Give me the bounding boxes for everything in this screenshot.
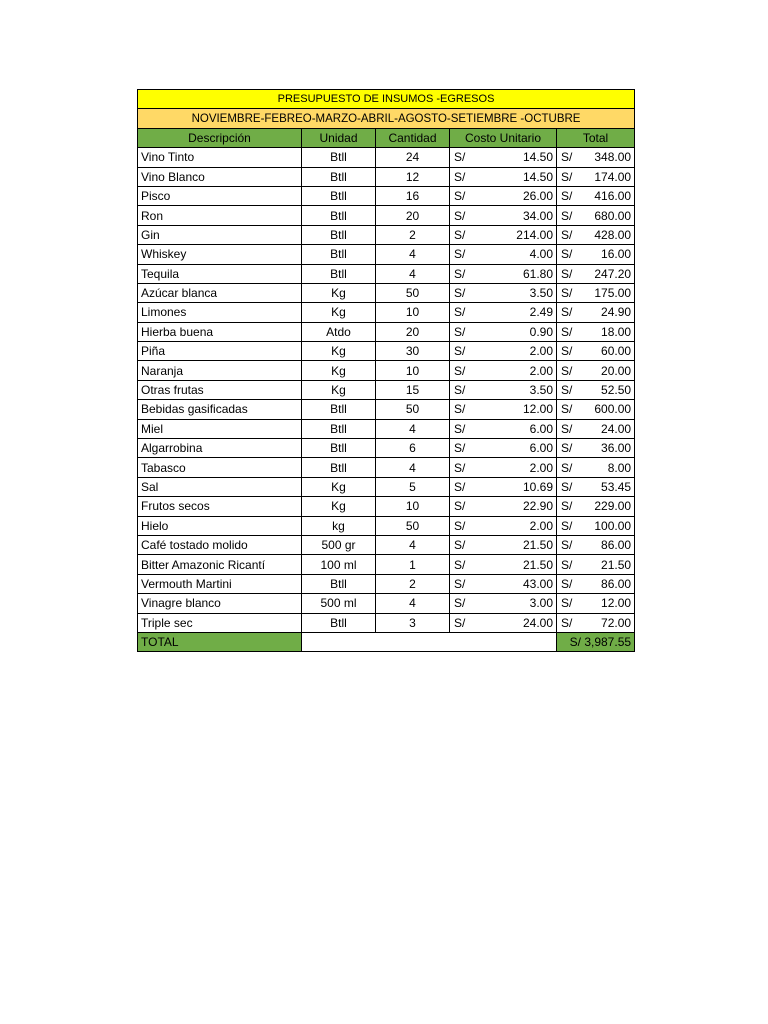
budget-table — [137, 89, 635, 652]
table-row — [138, 497, 635, 516]
total-value: 86.00 — [601, 576, 632, 591]
cell-description: Algarrobina — [138, 439, 302, 458]
table-row — [138, 477, 635, 496]
cell-unit: Kg — [302, 361, 376, 380]
table-row — [138, 283, 635, 302]
cell-total — [557, 148, 635, 167]
table-row — [138, 535, 635, 554]
total-value: 24.90 — [601, 305, 632, 320]
cell-unit: Kg — [302, 380, 376, 399]
cell-total — [557, 613, 635, 632]
currency-symbol: S/ — [561, 576, 573, 591]
cell-quantity: 16 — [376, 186, 450, 205]
cell-total — [557, 535, 635, 554]
cell-unit: Btll — [302, 148, 376, 167]
total-value: 175.00 — [594, 286, 632, 301]
table-row — [138, 419, 635, 438]
cell-quantity: 2 — [376, 574, 450, 593]
cell-description: Frutos secos — [138, 497, 302, 516]
unit-cost-value: 43.00 — [522, 576, 553, 591]
cell-total — [557, 342, 635, 361]
cell-description: Limones — [138, 303, 302, 322]
currency-symbol: S/ — [454, 441, 466, 456]
cell-total — [557, 477, 635, 496]
cell-quantity: 4 — [376, 264, 450, 283]
cell-unit-cost — [450, 380, 557, 399]
table-row — [138, 322, 635, 341]
currency-symbol: S/ — [454, 208, 466, 223]
cell-total — [557, 380, 635, 399]
cell-quantity: 24 — [376, 148, 450, 167]
currency-symbol: S/ — [561, 421, 573, 436]
table-row — [138, 613, 635, 632]
cell-unit-cost — [450, 322, 557, 341]
unit-cost-value: 2.00 — [529, 460, 553, 475]
cell-unit-cost — [450, 148, 557, 167]
currency-symbol: S/ — [454, 324, 466, 339]
cell-unit: Btll — [302, 574, 376, 593]
cell-unit-cost — [450, 555, 557, 574]
total-value: 416.00 — [594, 189, 632, 204]
cell-unit-cost — [450, 225, 557, 244]
currency-symbol: S/ — [561, 227, 573, 242]
currency-symbol: S/ — [454, 344, 466, 359]
cell-total — [557, 419, 635, 438]
cell-unit: Btll — [302, 245, 376, 264]
cell-description: Vino Tinto — [138, 148, 302, 167]
cell-total — [557, 225, 635, 244]
cell-total — [557, 439, 635, 458]
cell-unit-cost — [450, 303, 557, 322]
cell-description: Tabasco — [138, 458, 302, 477]
currency-symbol: S/ — [561, 286, 573, 301]
total-value: 24.00 — [601, 421, 632, 436]
unit-cost-value: 2.00 — [529, 363, 553, 378]
unit-cost-value: 14.50 — [522, 169, 553, 184]
unit-cost-value: 21.50 — [522, 557, 553, 572]
cell-description: Piña — [138, 342, 302, 361]
table-row — [138, 186, 635, 205]
unit-cost-value: 6.00 — [529, 421, 553, 436]
header-quantity: Cantidad — [376, 128, 450, 147]
cell-unit-cost — [450, 419, 557, 438]
unit-cost-value: 214.00 — [516, 227, 553, 242]
unit-cost-value: 2.00 — [529, 518, 553, 533]
currency-symbol: S/ — [454, 383, 466, 398]
currency-symbol: S/ — [454, 557, 466, 572]
total-value: 348.00 — [594, 150, 632, 165]
cell-unit: Btll — [302, 167, 376, 186]
table-row — [138, 303, 635, 322]
cell-unit-cost — [450, 400, 557, 419]
cell-unit-cost — [450, 516, 557, 535]
cell-quantity: 6 — [376, 439, 450, 458]
total-spacer — [302, 632, 557, 651]
total-value: 174.00 — [594, 169, 632, 184]
table-row — [138, 361, 635, 380]
currency-symbol: S/ — [561, 363, 573, 378]
cell-description: Pisco — [138, 186, 302, 205]
cell-unit-cost — [450, 186, 557, 205]
cell-unit-cost — [450, 439, 557, 458]
table-row — [138, 380, 635, 399]
total-value: 52.50 — [601, 383, 632, 398]
currency-symbol: S/ — [561, 460, 573, 475]
cell-total — [557, 516, 635, 535]
unit-cost-value: 24.00 — [522, 615, 553, 630]
table-row — [138, 264, 635, 283]
currency-symbol: S/ — [561, 538, 573, 553]
header-total: Total — [557, 128, 635, 147]
cell-quantity: 12 — [376, 167, 450, 186]
unit-cost-value: 10.69 — [522, 480, 553, 494]
cell-quantity: 10 — [376, 361, 450, 380]
cell-unit-cost — [450, 361, 557, 380]
title-row — [138, 90, 635, 109]
cell-unit: Btll — [302, 264, 376, 283]
cell-total — [557, 245, 635, 264]
cell-description: Bebidas gasificadas — [138, 400, 302, 419]
cell-quantity: 20 — [376, 322, 450, 341]
header-unit: Unidad — [302, 128, 376, 147]
currency-symbol: S/ — [561, 480, 573, 494]
cell-unit-cost — [450, 574, 557, 593]
cell-description: Hielo — [138, 516, 302, 535]
cell-unit: Atdo — [302, 322, 376, 341]
cell-quantity: 4 — [376, 245, 450, 264]
subtitle-row — [138, 109, 635, 128]
cell-description: Triple sec — [138, 613, 302, 632]
cell-quantity: 20 — [376, 206, 450, 225]
unit-cost-value: 12.00 — [522, 402, 553, 417]
total-value: 18.00 — [601, 324, 632, 339]
total-value: 229.00 — [594, 499, 632, 514]
currency-symbol: S/ — [561, 499, 573, 514]
currency-symbol: S/ — [454, 363, 466, 378]
cell-unit-cost — [450, 342, 557, 361]
cell-quantity: 4 — [376, 535, 450, 554]
cell-total — [557, 458, 635, 477]
currency-symbol: S/ — [561, 169, 573, 184]
currency-symbol: S/ — [454, 227, 466, 242]
total-value: 86.00 — [601, 538, 632, 553]
cell-total — [557, 594, 635, 613]
currency-symbol: S/ — [454, 169, 466, 184]
cell-description: Whiskey — [138, 245, 302, 264]
cell-description: Vermouth Martini — [138, 574, 302, 593]
unit-cost-value: 26.00 — [522, 189, 553, 204]
cell-unit: Kg — [302, 477, 376, 496]
cell-description: Azúcar blanca — [138, 283, 302, 302]
cell-quantity: 30 — [376, 342, 450, 361]
cell-total — [557, 574, 635, 593]
cell-quantity: 4 — [376, 458, 450, 477]
cell-unit: Btll — [302, 186, 376, 205]
currency-symbol: S/ — [561, 344, 573, 359]
cell-total — [557, 167, 635, 186]
currency-symbol: S/ — [454, 286, 466, 301]
total-value: 680.00 — [594, 208, 632, 223]
cell-unit: Kg — [302, 283, 376, 302]
table-row — [138, 148, 635, 167]
currency-symbol: S/ — [454, 499, 466, 514]
cell-quantity: 5 — [376, 477, 450, 496]
cell-unit: Kg — [302, 303, 376, 322]
currency-symbol: S/ — [561, 324, 573, 339]
cell-total — [557, 283, 635, 302]
unit-cost-value: 61.80 — [522, 266, 553, 281]
currency-symbol: S/ — [454, 538, 466, 553]
table-row — [138, 342, 635, 361]
cell-unit: Btll — [302, 439, 376, 458]
currency-symbol: S/ — [454, 460, 466, 475]
cell-total — [557, 555, 635, 574]
sheet-subtitle: NOVIEMBRE-FEBREO-MARZO-ABRIL-AGOSTO-SETIEMBRE -OCTUBRE — [138, 109, 635, 128]
cell-unit-cost — [450, 535, 557, 554]
cell-unit-cost — [450, 594, 557, 613]
header-row — [138, 128, 635, 147]
cell-unit: kg — [302, 516, 376, 535]
table-row — [138, 400, 635, 419]
currency-symbol: S/ — [454, 421, 466, 436]
cell-unit: 100 ml — [302, 555, 376, 574]
cell-description: Hierba buena — [138, 322, 302, 341]
cell-quantity: 1 — [376, 555, 450, 574]
table-row — [138, 458, 635, 477]
unit-cost-value: 14.50 — [522, 150, 553, 165]
table-row — [138, 594, 635, 613]
currency-symbol: S/ — [454, 480, 466, 494]
cell-unit-cost — [450, 245, 557, 264]
cell-unit: Kg — [302, 342, 376, 361]
cell-description: Café tostado molido — [138, 535, 302, 554]
cell-total — [557, 400, 635, 419]
cell-quantity: 15 — [376, 380, 450, 399]
cell-unit: 500 ml — [302, 594, 376, 613]
cell-unit: 500 gr — [302, 535, 376, 554]
cell-total — [557, 497, 635, 516]
unit-cost-value: 21.50 — [522, 538, 553, 553]
cell-unit: Btll — [302, 206, 376, 225]
table-row — [138, 439, 635, 458]
unit-cost-value: 3.50 — [529, 286, 553, 301]
cell-quantity: 3 — [376, 613, 450, 632]
total-value: 53.45 — [601, 480, 632, 494]
unit-cost-value: 6.00 — [529, 441, 553, 456]
total-value: 428.00 — [594, 227, 632, 242]
currency-symbol: S/ — [454, 615, 466, 630]
unit-cost-value: 0.90 — [529, 324, 553, 339]
currency-symbol: S/ — [561, 402, 573, 417]
sheet-title: PRESUPUESTO DE INSUMOS -EGRESOS — [138, 90, 635, 109]
total-value: 8.00 — [607, 460, 632, 475]
currency-symbol: S/ — [454, 150, 466, 165]
unit-cost-value: 2.49 — [529, 305, 553, 320]
cell-unit-cost — [450, 206, 557, 225]
total-value: 20.00 — [601, 363, 632, 378]
table-row — [138, 574, 635, 593]
currency-symbol: S/ — [561, 208, 573, 223]
cell-total — [557, 322, 635, 341]
currency-symbol: S/ — [561, 305, 573, 320]
unit-cost-value: 34.00 — [522, 208, 553, 223]
currency-symbol: S/ — [561, 441, 573, 456]
cell-quantity: 50 — [376, 283, 450, 302]
cell-quantity: 50 — [376, 516, 450, 535]
cell-unit: Btll — [302, 225, 376, 244]
header-description: Descripción — [138, 128, 302, 147]
cell-total — [557, 206, 635, 225]
cell-unit-cost — [450, 458, 557, 477]
cell-total — [557, 303, 635, 322]
currency-symbol: S/ — [561, 557, 573, 572]
cell-unit-cost — [450, 477, 557, 496]
total-value: 100.00 — [594, 518, 632, 533]
unit-cost-value: 4.00 — [529, 247, 553, 262]
table-row — [138, 225, 635, 244]
header-unit-cost: Costo Unitario — [450, 128, 557, 147]
currency-symbol: S/ — [454, 247, 466, 262]
table-row — [138, 555, 635, 574]
cell-unit: Btll — [302, 400, 376, 419]
cell-description: Tequila — [138, 264, 302, 283]
currency-symbol: S/ — [454, 518, 466, 533]
cell-description: Gin — [138, 225, 302, 244]
currency-symbol: S/ — [454, 576, 466, 591]
cell-description: Sal — [138, 477, 302, 496]
total-value: 12.00 — [601, 596, 632, 611]
cell-quantity: 50 — [376, 400, 450, 419]
total-value: 21.50 — [601, 557, 632, 572]
total-value: 72.00 — [601, 615, 632, 630]
cell-description: Bitter Amazonic Ricantí — [138, 555, 302, 574]
cell-description: Otras frutas — [138, 380, 302, 399]
unit-cost-value: 3.50 — [529, 383, 553, 398]
currency-symbol: S/ — [454, 189, 466, 204]
cell-total — [557, 361, 635, 380]
currency-symbol: S/ — [561, 266, 573, 281]
currency-symbol: S/ — [561, 518, 573, 533]
cell-unit: Kg — [302, 497, 376, 516]
total-value: 36.00 — [601, 441, 632, 456]
total-value: 16.00 — [601, 247, 632, 262]
cell-unit-cost — [450, 167, 557, 186]
currency-symbol: S/ — [454, 305, 466, 320]
cell-quantity: 2 — [376, 225, 450, 244]
total-value: 600.00 — [594, 402, 632, 417]
currency-symbol: S/ — [561, 189, 573, 204]
unit-cost-value: 22.90 — [522, 499, 553, 514]
table-row — [138, 206, 635, 225]
total-label: TOTAL — [138, 632, 302, 651]
cell-quantity: 4 — [376, 419, 450, 438]
total-row — [138, 632, 635, 651]
currency-symbol: S/ — [561, 615, 573, 630]
cell-unit-cost — [450, 497, 557, 516]
cell-unit-cost — [450, 264, 557, 283]
cell-description: Naranja — [138, 361, 302, 380]
total-value: 60.00 — [601, 344, 632, 359]
cell-quantity: 10 — [376, 303, 450, 322]
cell-description: Vinagre blanco — [138, 594, 302, 613]
cell-total — [557, 186, 635, 205]
table-row — [138, 245, 635, 264]
cell-unit-cost — [450, 283, 557, 302]
currency-symbol: S/ — [561, 247, 573, 262]
cell-description: Ron — [138, 206, 302, 225]
currency-symbol: S/ — [454, 596, 466, 611]
table-row — [138, 516, 635, 535]
currency-symbol: S/ — [454, 402, 466, 417]
cell-description: Miel — [138, 419, 302, 438]
total-value: 247.20 — [594, 266, 632, 281]
cell-quantity: 10 — [376, 497, 450, 516]
cell-description: Vino Blanco — [138, 167, 302, 186]
currency-symbol: S/ — [561, 383, 573, 398]
cell-unit: Btll — [302, 613, 376, 632]
cell-unit: Btll — [302, 458, 376, 477]
grand-total-value: S/ 3,987.55 — [557, 632, 635, 651]
unit-cost-value: 3.00 — [529, 596, 553, 611]
unit-cost-value: 2.00 — [529, 344, 553, 359]
currency-symbol: S/ — [454, 266, 466, 281]
currency-symbol: S/ — [561, 150, 573, 165]
cell-quantity: 4 — [376, 594, 450, 613]
table-row — [138, 167, 635, 186]
cell-total — [557, 264, 635, 283]
cell-unit-cost — [450, 613, 557, 632]
currency-symbol: S/ — [561, 596, 573, 611]
cell-unit: Btll — [302, 419, 376, 438]
